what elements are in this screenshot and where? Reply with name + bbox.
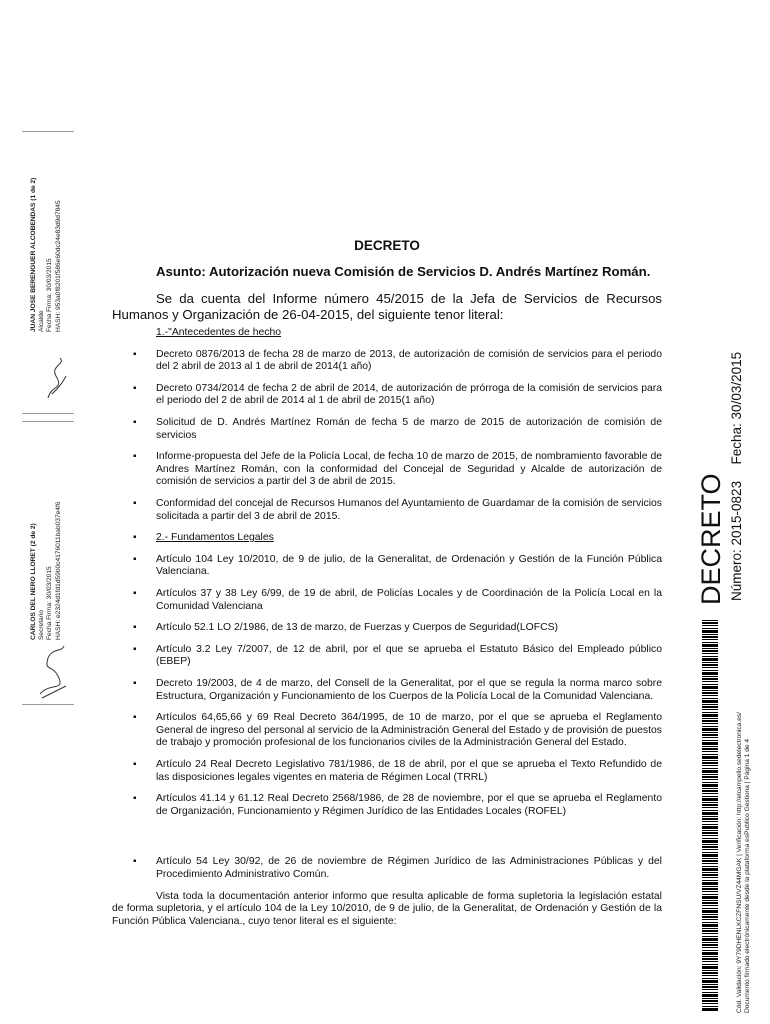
document-intro: Se da cuenta del Informe número 45/2015 de la Jefa de Servicios de Recursos Humanos y Organización de 26-04-2015, del siguiente tenor literal: [112, 291, 662, 322]
list-item: ▪ Artículo 24 Real Decreto Legislativo 781/1986, de 18 de abril, por el que se aprueba el Texto Refundido de las disposiciones legales vigentes en materia de Régimen Local (TRRL) [133, 758, 662, 783]
signer-1-hash: HASH: 953a0f8201f586e60dc24e83d9d7845 [54, 200, 62, 332]
signature-2-text [30, 502, 63, 640]
document-body [112, 240, 662, 928]
signer-1-date: Fecha Firma: 30/03/2015 [46, 258, 54, 332]
signer-1-name: JUAN JOSE BERENGUER ALCOBENDAS (1 de 2) [30, 177, 37, 332]
signature-block-2 [22, 421, 74, 705]
stamp-title-wrap [696, 473, 727, 605]
section-fundamentos-heading: ▪ 2.- Fundamentos Legales [133, 532, 274, 544]
list-item: ▪ Informe-propuesta del Jefe de la Policía Local, de fecha 10 de marzo de 2015, de nombramiento favorable de Andres Martínez Román, con la conformidad del Concejal de Seguridad y Alcalde de autorización de comisión de servicios a partir del 3 de abril de 2015. [133, 451, 662, 488]
antecedentes-list [112, 349, 662, 882]
signer-2-hash: HASH: e2324d1fd1d59b0c4176011bab037e4f6 [54, 501, 62, 640]
list-item: ▪ Artículos 64,65,66 y 69 Real Decreto 364/1995, de 10 de marzo, por el que se aprueba el Reglamento General de ingreso del personal al servicio de la Administración General del Estado y de provisión de puestos de trabajo y promoción profesional de los funcionarios civiles de la Administración General del Estado. [133, 712, 662, 749]
stamp-meta-wrap [728, 352, 746, 601]
signature-block-1 [22, 131, 74, 414]
list-item: ▪ Artículo 54 Ley 30/92, de 26 de noviembre de Régimen Jurídico de las Administraciones Públicas y del Procedimiento Administrativo Común. [133, 856, 662, 880]
list-item: ▪ Artículos 37 y 38 Ley 6/99, de 19 de abril, de Policías Locales y de Coordinación de la Policía Local en la Comunidad Valenciana [133, 588, 662, 612]
stamp-validation: Cód. Validación: 9Y79DHENLKCZFNSU/VZ44MGAK | Verificación: http://elcampello.sedelectronica.es/ [736, 711, 743, 1013]
list-item: ▪ Artículo 52.1 LO 2/1986, de 13 de marzo, de Fuerzas y Cuerpos de Seguridad(LOFCS) [133, 622, 558, 634]
stamp-barcode [702, 620, 718, 1012]
signer-1-role: Alcalde [38, 310, 46, 332]
signature-1-text [30, 178, 63, 332]
stamp-date: Fecha: 30/03/2015 [729, 351, 744, 465]
stamp-signed-by: Documento firmado electrónicamente desde la plataforma esPublico Gestiona | Página 1 de 4 [744, 738, 752, 1013]
list-item: ▪ Artículos 41.14 y 61.12 Real Decreto 2568/1986, de 28 de noviembre, por el que se aprueba el Reglamento de Organización, Funcionamiento y Régimen Jurídico de las Entidades Locales (ROFEL) [133, 793, 662, 817]
document-closing: Vista toda la documentación anterior informo que resulta aplicable de forma supletoria la legislación estatal de forma supletoria, y el artículo 104 de la Ley 10/2010, de 9 de julio, de la Generalitat, de Ordenación y Gestión de la Función Pública Valenciana., cuyo tenor literal es el siguiente: [112, 890, 662, 927]
signature-2-scribble [36, 642, 70, 702]
list-item: ▪ Artículo 104 Ley 10/2010, de 9 de julio, de la Generalitat, de Ordenación y Gestión de la Función Pública Valenciana. [133, 553, 662, 578]
list-item: ▪ Decreto 0876/2013 de fecha 28 de marzo de 2013, de autorización de comisión de servicios para el periodo del 2 abril de 2013 al 1 de abril de 2014(1 año) [133, 348, 662, 373]
section-antecedentes-heading: 1.-"Antecedentes de hecho [156, 327, 282, 339]
document-title: DECRETO [354, 238, 420, 253]
document-subject: Asunto: Autorización nueva Comisión de Servicios D. Andrés Martínez Román. [156, 263, 651, 279]
list-item: ▪ Solicitud de D. Andrés Martínez Román de fecha 5 de marzo de 2015 de autorización de comisión de servicios [133, 417, 662, 441]
signer-2-date: Fecha Firma: 30/03/2015 [46, 566, 54, 640]
list-item: ▪ Conformidad del concejal de Recursos Humanos del Ayuntamiento de Guardamar de la comisión de servicios solicitada a partir del 3 de abril de 2015. [133, 498, 662, 522]
list-item: ▪ Artículo 3.2 Ley 7/2007, de 12 de abril, por el que se aprueba el Estatuto Básico del Empleado público (EBEP) [133, 643, 662, 668]
stamp-number: Número: 2015-0823 [729, 480, 744, 601]
signature-1-scribble [42, 354, 72, 404]
signer-2-role: Secretario [38, 609, 46, 640]
signer-2-name: CARLOS DEL NERO LLORET (2 de 2) [30, 523, 37, 640]
stamp-validation-wrap [736, 712, 753, 1013]
list-item: ▪ Decreto 0734/2014 de fecha 2 de abril de 2014, de autorización de prórroga de la comisión de servicios para el periodo del 2 de abril de 2014 al 1 de abril de 2015(1 año) [133, 382, 662, 407]
list-item: ▪ Decreto 19/2003, de 4 de marzo, del Consell de la Generalitat, por el que se regula la norma marco sobre Estructura, Organización y Funcionamiento de los Cuerpos de la Policía Local de la Comunidad Valenciana. [133, 677, 662, 702]
stamp-title: DECRETO [696, 473, 726, 605]
